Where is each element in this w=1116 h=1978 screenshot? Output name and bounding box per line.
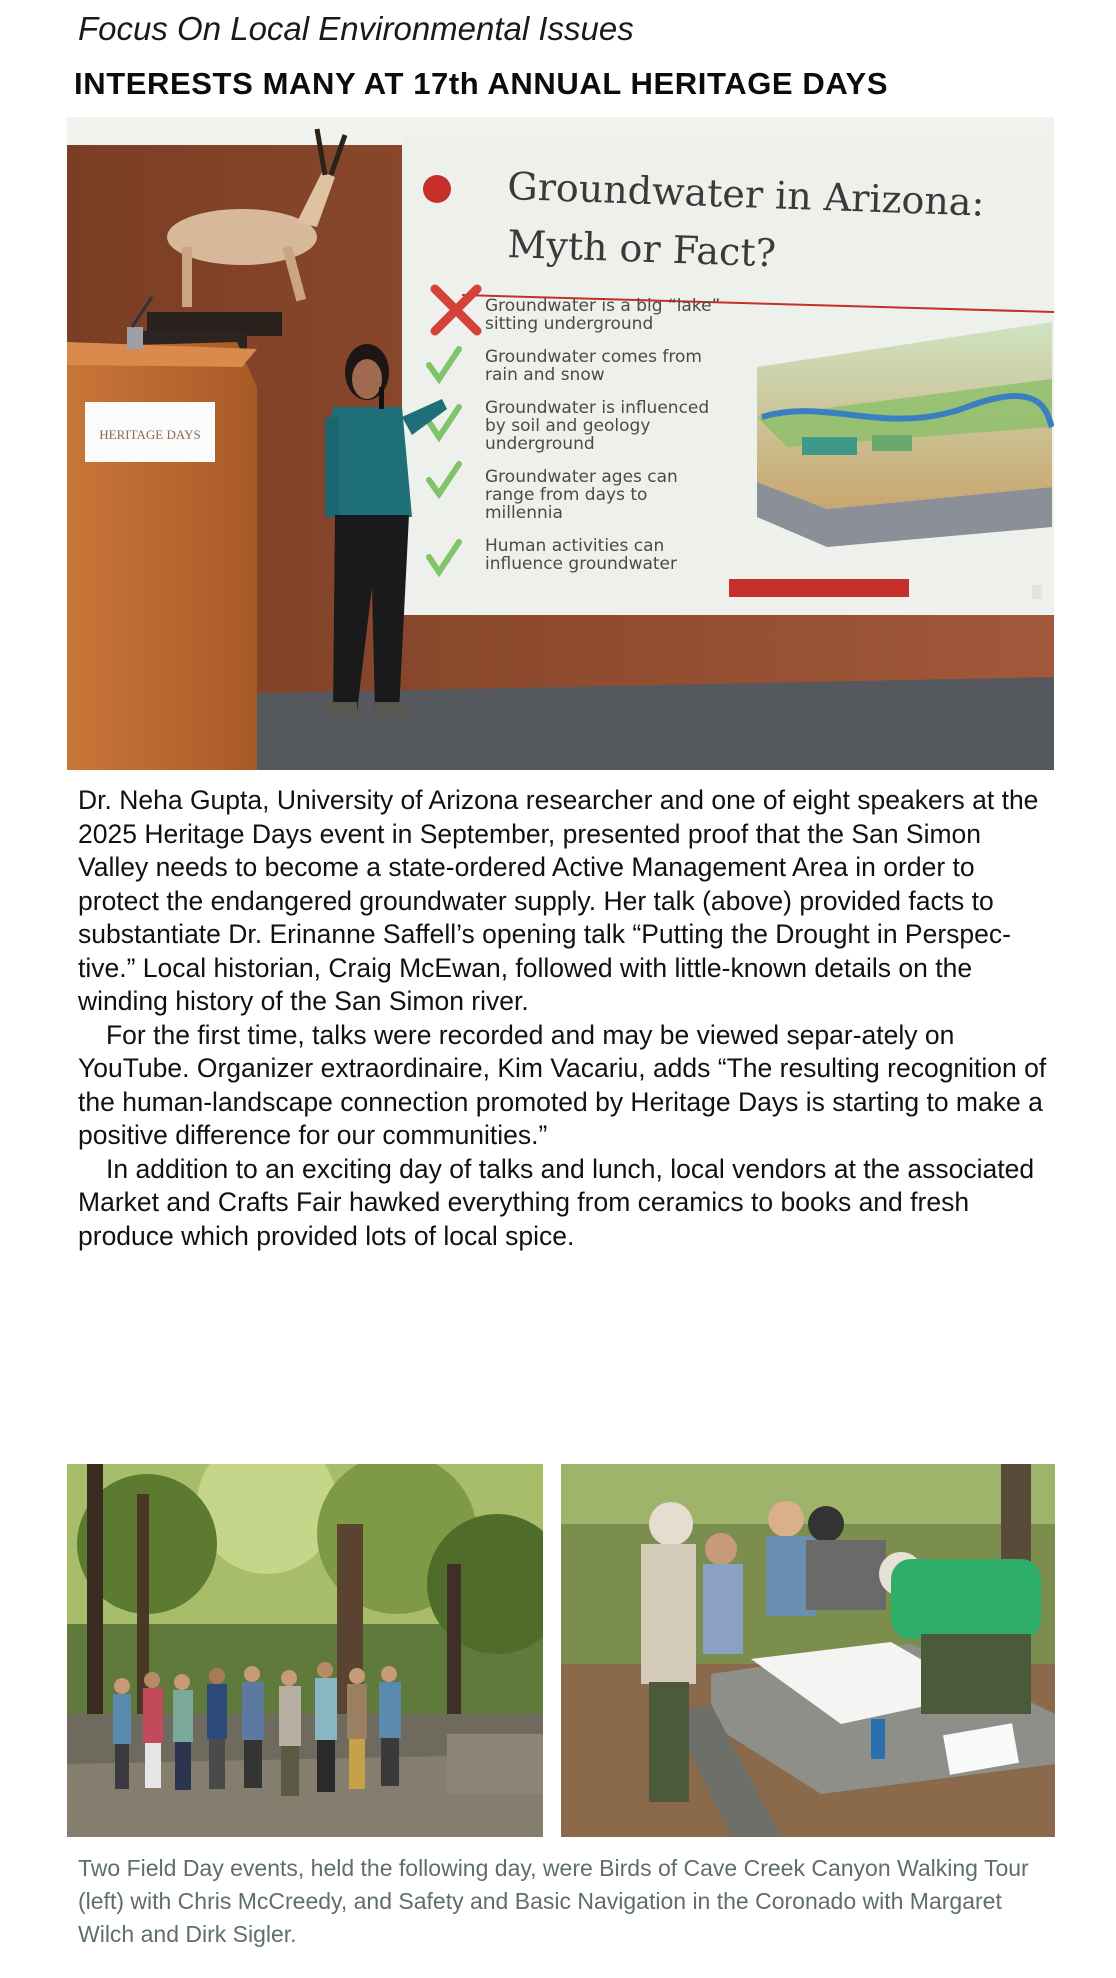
article-headline: INTERESTS MANY AT 17th ANNUAL HERITAGE DAYS bbox=[74, 66, 889, 101]
slide-bullet-3-line2: by soil and geology bbox=[485, 416, 651, 436]
article-paragraph-3: In addition to an exciting day of talks and lunch, local vendors at the associated Market and Crafts Fair hawked everything from ceramics to books and fresh produce which provided lots of local spice. bbox=[78, 1153, 1035, 1251]
slide-bullet-1-line2: sitting underground bbox=[485, 314, 654, 334]
slide-bullet-3-line3: underground bbox=[485, 434, 595, 454]
slide-bullet-4-line3: millennia bbox=[485, 503, 563, 523]
section-kicker: Focus On Local Environmental Issues bbox=[78, 10, 634, 47]
article-paragraph-1: Dr. Neha Gupta, University of Arizona researcher and one of eight speakers at the 2025 Heritage Days event in September, presented proof that the San Simon Valley needs to become a state-ordered Active Management Area in order to protect the endangered groundwater supply. Her talk (above) provided facts to substantiate Dr. Erinanne Saffell’s opening talk “Putting the Drought in Perspec-tive.” Local historian, Craig McEwan, followed with little-known details on the winding history of the San Simon river. bbox=[78, 785, 1039, 1016]
slide-bullet-2-line1: Groundwater comes from bbox=[485, 347, 702, 367]
slide-bullet-1-line1: Groundwater is a big “lake” bbox=[485, 296, 721, 316]
birding-tour-photo bbox=[67, 1464, 543, 1837]
article-body bbox=[78, 784, 1048, 1253]
main-photo bbox=[67, 117, 1054, 770]
slide-title-line2: Myth or Fact? bbox=[506, 222, 777, 276]
slide-bullet-5-line2: influence groundwater bbox=[485, 554, 678, 574]
slide-bullet-2-line2: rain and snow bbox=[485, 365, 605, 385]
podium-sign: HERITAGE DAYS bbox=[99, 427, 201, 442]
article-paragraph-2: For the first time, talks were recorded and may be viewed separ-ately on YouTube. Organizer extraordinaire, Kim Vacariu, adds “The resulting recognition of the human-landscape connection promoted by Heritage Days is starting to make a positive difference for our communities.” bbox=[78, 1019, 1047, 1150]
slide-bullet-4-line1: Groundwater ages can bbox=[485, 467, 678, 487]
slide-bullet-3-line1: Groundwater is influenced bbox=[485, 398, 710, 418]
podium bbox=[67, 297, 257, 770]
slide-bullet-5-line1: Human activities can bbox=[485, 536, 665, 556]
slide-red-dot bbox=[423, 175, 451, 203]
photo-caption: Two Field Day events, held the following day, were Birds of Cave Creek Canyon Walking Tour (left) with Chris McCreedy, and Safety and Basic Navigation in the Coronado with Margaret Wilch and Dirk Sigler. bbox=[78, 1855, 1029, 1947]
slide-bullet-4-line2: range from days to bbox=[485, 485, 648, 505]
slide-title-line1: Groundwater in Arizona: bbox=[506, 164, 986, 225]
navigation-session-photo bbox=[561, 1464, 1055, 1837]
